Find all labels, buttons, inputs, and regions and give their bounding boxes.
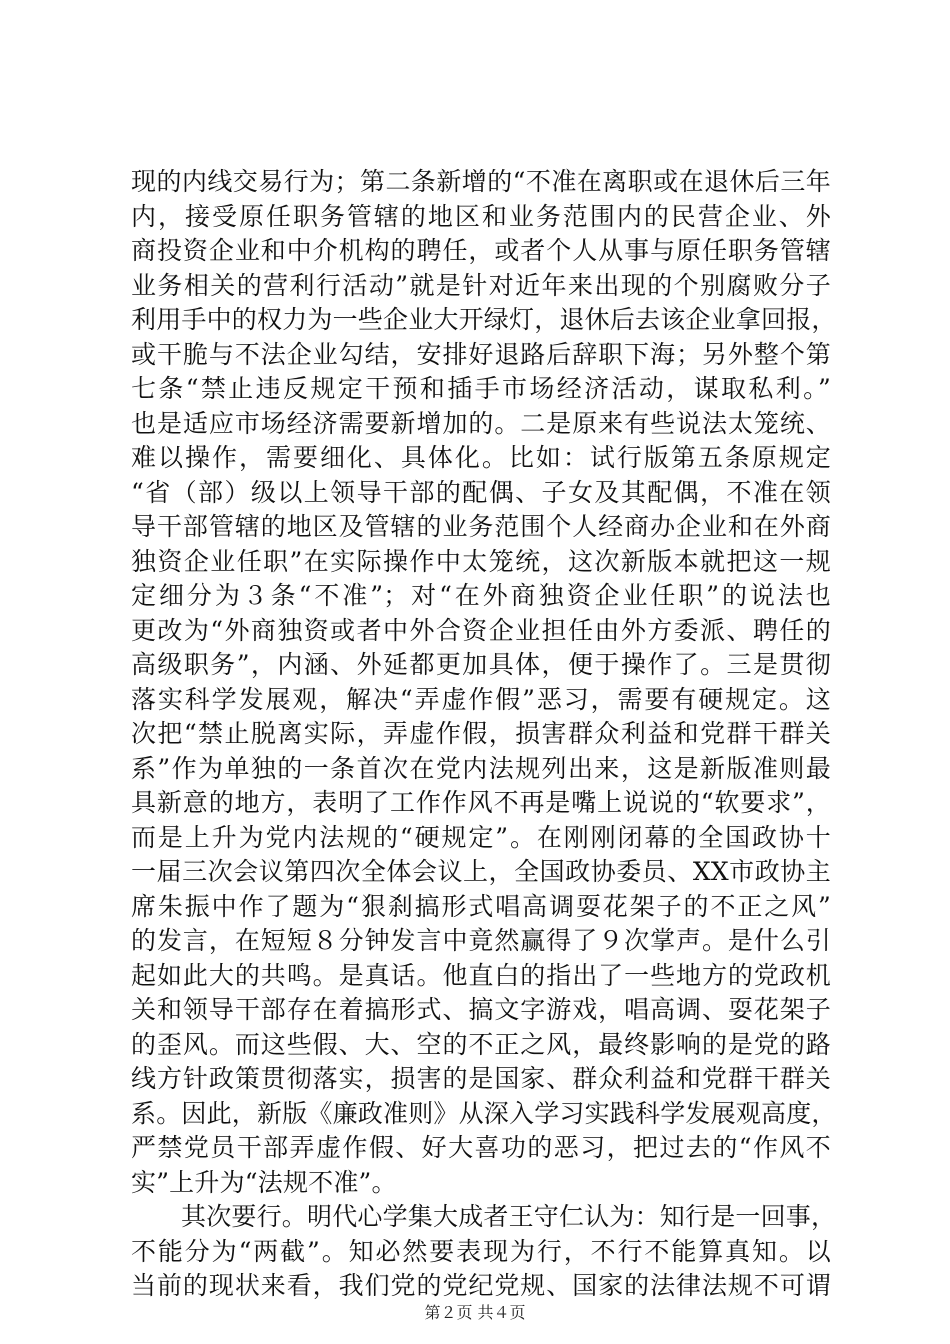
text-line: 起如此大的共鸣。是真话。他直白的指出了一些地方的党政机 (131, 960, 831, 990)
text-line: 商投资企业和中介机构的聘任，或者个人从事与原任职务管辖 (131, 236, 831, 265)
text-line: 系。因此，新版《廉政准则》从深入学习实践科学发展观高度， (131, 1098, 837, 1128)
text-line: 系”作为单独的一条首次在党内法规列出来，这是新版准则最 (131, 753, 831, 783)
text-line: 线方针政策贯彻落实，损害的是国家、群众利益和党群干群关 (131, 1064, 831, 1093)
paragraph-end-line: 实”上升为“法规不准”。 (131, 1167, 397, 1197)
text-line: 具新意的地方，表明了工作作风不再是嘴上说说的“软要求”， (131, 788, 831, 817)
text-line: 导干部管辖的地区及管辖的业务范围个人经商办企业和在外商 (131, 512, 831, 541)
text-line: 独资企业任职”在实际操作中太笼统，这次新版本就把这一规 (131, 546, 831, 576)
text-line: 落实科学发展观，解决“弄虚作假”恶习，需要有硬规定。这 (131, 684, 831, 714)
text-line: 更改为“外商独资或者中外合资企业担任由外方委派、聘任的 (131, 615, 831, 645)
text-line: 不能分为“两截”。知必然要表现为行，不行不能算真知。以 (131, 1236, 831, 1266)
document-body (131, 165, 837, 1304)
text-line: 的歪风。而这些假、大、空的不正之风，最终影响的是党的路 (131, 1029, 831, 1059)
page-number-footer: 第２页 共４页 (424, 1303, 526, 1322)
paragraph-start-line: 其次要行。明代心学集大成者王守仁认为：知行是一回事， (181, 1202, 837, 1231)
text-line: 业务相关的营利行活动”就是针对近年来出现的个别腐败分子 (131, 270, 831, 300)
text-line: 七条“禁止违反规定干预和插手市场经济活动，谋取私利。” (131, 374, 831, 403)
text-line: 现的内线交易行为；第二条新增的“不准在离职或在退休后三年 (131, 167, 831, 196)
text-line: 也是适应市场经济需要新增加的。二是原来有些说法太笼统、 (131, 408, 831, 438)
text-line: 定细分为３条“不准”；对“在外商独资企业任职”的说法也 (131, 581, 831, 610)
text-line: 严禁党员干部弄虚作假、好大喜功的恶习，把过去的“作风不 (131, 1133, 831, 1162)
text-line: 或干脆与不法企业勾结，安排好退路后辞职下海；另外整个第 (131, 339, 831, 369)
text-line: 而是上升为党内法规的“硬规定”。在刚刚闭幕的全国政协十 (131, 822, 831, 852)
text-line: 利用手中的权力为一些企业大开绿灯，退休后去该企业拿回报， (131, 305, 837, 334)
text-line: “省（部）级以上领导干部的配偶、子女及其配偶，不准在领 (131, 477, 831, 507)
text-line: 高级职务”，内涵、外延都更加具体，便于操作了。三是贯彻 (131, 650, 831, 679)
text-line: 次把“禁止脱离实际，弄虚作假，损害群众利益和党群干群关 (131, 719, 831, 748)
text-line: 当前的现状来看，我们党的党纪党规、国家的法律法规不可谓 (131, 1271, 831, 1300)
text-line: 关和领导干部存在着搞形式、搞文字游戏，唱高调、耍花架子 (131, 995, 831, 1024)
text-line: 一届三次会议第四次全体会议上，全国政协委员、XX市政协主 (131, 857, 831, 886)
text-line: 的发言，在短短８分钟发言中竟然赢得了９次掌声。是什么引 (131, 926, 831, 955)
text-line: 内，接受原任职务管辖的地区和业务范围内的民营企业、外 (131, 201, 831, 231)
text-line: 难以操作，需要细化、具体化。比如：试行版第五条原规定 (131, 443, 831, 472)
text-line: 席朱振中作了题为“狠刹搞形式唱高调耍花架子的不正之风” (131, 891, 831, 921)
